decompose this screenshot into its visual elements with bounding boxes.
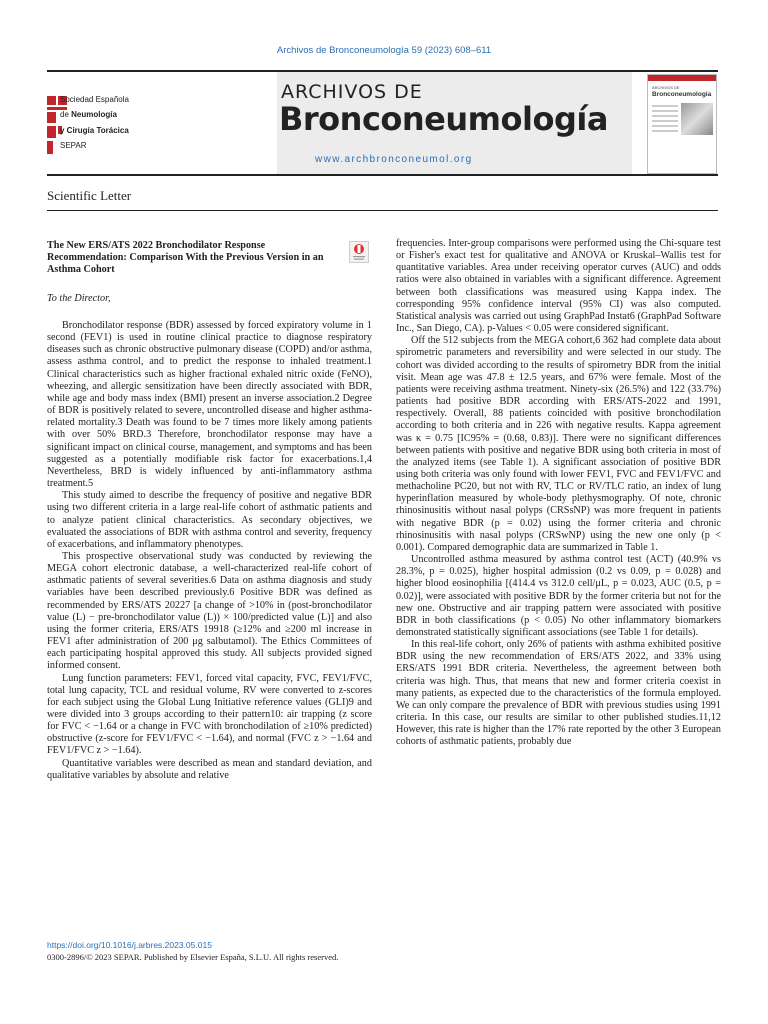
left-column [47,320,372,782]
journal-title: Bronconeumología [279,100,608,138]
copyright: 0300-2896/© 2023 SEPAR. Published by Elsevier España, S.L.U. All rights reserved. [47,952,339,962]
paragraph: Uncontrolled asthma measured by asthma control test (ACT) (40.9% vs 28.3%, p = 0.025), higher hospital admission (0.2 vs 0.09, p = 0.028) and higher blood eosinophilia [(414.4 vs 312.0 cell/μL, p = 0.023, AUC (0.5, p = 0.02)], were associated with positive BDR by the former criteria but not for the new one. Obstructive and air trapping pattern were associated with positive BDR in both classifications (p < 0.05) No other inflammatory biomarkers demonstrated statistically significant associations (see Table 1 for details). [396,554,721,638]
society-line-1: Sociedad Española [60,95,129,104]
society-line-3: y Cirugía Torácica [60,126,129,135]
paragraph: Off the 512 subjects from the MEGA cohort,6 362 had complete data about spirometric parameters and reversibility and were selected in our study. The cohort was divided according to the results of spirometry BDR from the initial visit. Mean age was 47.8 ± 12.5 years, and 67% were female. Most of the patients were receiving asthma treatment. Ninety-six (26.5%) and 122 (33.7%) patients had positive BDR according with ERS/ATS-2022 and 1991, respectively. Overall, 88 patients coincided with positive bronchodilation according to both criteria and in 226 with negative results. Kappa agreement was κ = 0.75 [IC95% = (0.68, 0.83)]. There were no significant differences between patients with positive and negative BDR using both criteria in most of the analyzed items (see Table 1). A significant association of positive BDR using both criteria was only found with lower FEV1, FVC and FEV1/FVC and methacholine PC20, but not with RV, TLC or RV/TLC ratio, an index of lung hyperinflation measured by whole-body plethysmography. Of note, chronic rhinosinusitis without nasal polyps (CRSsNP) was more frequent in patients with negative BDR (p = 0.02) using the former criteria and chronic rhinosinusitis with nasal polyps (CRSwNP) using the new one only (p < 0.001). Compared demographic data are summarized in Table 1. [396,335,721,553]
crossmark-icon[interactable] [349,241,369,263]
article-title: The New ERS/ATS 2022 Bronchodilator Response Recommendation: Comparison With the Previous Version in an Asthma Cohort [47,240,324,276]
journal-title-small: ARCHIVOS DE [281,81,423,103]
paragraph: In this real-life cohort, only 26% of patients with asthma exhibited positive BDR using the new recommendation of ERS/ATS 2022, and 33% using ERS/ATS 1991 BDR criteria. Nevertheless, the agreement between both criteria was high. Thus, that means that new and former criteria coexist in many patients, as expected due to the characteristics of the formula employed. We can only compare the prevalence of BDR with previous studies using 1991 criteria. In this case, our results are similar to other published studies.11,12 However, this rate is higher than the 17% rate reported by the other 3 European cohorts of asthmatic patients, probably due [396,639,721,748]
society-line-4: SEPAR [60,141,87,150]
doi-link[interactable]: https://doi.org/10.1016/j.arbres.2023.05.015 [47,940,212,950]
journal-cover-thumbnail [647,74,717,174]
society-line-2: de Neumología [60,110,117,119]
cover-small-title: ARCHIVOS DE [652,85,680,90]
masthead [47,70,718,176]
paragraph: Quantitative variables were described as mean and standard deviation, and qualitative variables by absolute and relative [47,757,372,781]
divider [47,210,718,211]
cover-title: Bronconeumología [652,91,712,98]
journal-citation[interactable]: Archivos de Bronconeumología 59 (2023) 608–611 [276,45,492,56]
cover-image [681,103,713,135]
paragraph: Lung function parameters: FEV1, forced vital capacity, FVC, FEV1/FVC, total lung capacity, TCL and residual volume, RV were converted to z-scores for each subject using the Global Lung Initiative reference values (GLI)9 and were divided into 3 groups according to their pattern10: air trapping (z score for FVC < −1.64 or a change in FVC with bronchodilation of ≥10% predicted) obstructive (z-score for FEV1/FVC < −1.64), and normal (FVC z > −1.64 and FEV1/FVC z > −1.64). [47,672,372,757]
right-column [396,238,721,749]
paragraph: This study aimed to describe the frequency of positive and negative BDR using two different criteria in a large real-life cohort of asthmatic patients and to analyze patient clinical characteristics. As secondary objectives, we evaluated the associations of BDR with asthma control and severity, frequency of exacerbations, and inflammatory phenotypes. [47,490,372,550]
journal-url[interactable]: www.archbronconeumol.org [315,154,473,165]
paragraph: Bronchodilator response (BDR) assessed by forced expiratory volume in 1 second (FEV1) is used in routine clinical practice to diagnose respiratory diseases such as chronic obstructive pulmonary disease (COPD) and/or asthma, assess asthma control, and to predict the response to inhaled treatment.1 Clinical characteristics such as higher fractional exhaled nitric oxide (FeNO), wheezing, and allergic sensitization have been directly associated with BDR, while age and body mass index (BMI) present an inverse association.2 Degree of BDR is positively related to severe, uncontrolled disease and higher asthma-related mortality.3 Death was found to be 7 times more likely among patients with over 50% BRD.3 Therefore, bronchodilator response may have a significant impact on clinical course, management, and symptoms and has been suggested as a potentially modifiable risk factor for exacerbations.1,4 Nevertheless, BRD is widely influenced by anti-inflammatory asthma treatment.5 [47,320,372,490]
paragraph: This prospective observational study was conducted by reviewing the MEGA cohort electronic database, a well-characterized real-life cohort of asthmatic patients of several severities.6 Data on asthma diagnosis and study variables have been described previously.6 Positive BDR was defined as recommended by ERS/ATS 20227 [a change of >10% in (post-bronchodilator value (L) − pre-bronchodilator value (L)) × 100/predicted value (L)] and also using the former criteria, ERS/ATS 19918 (≥12% and ≥200 ml increase in FEV1 after administration of 200 μg salbutamol). The Ethics Committees of each participating hospital approved this study. All subjects provided signed informed consent. [47,550,372,672]
section-label: Scientific Letter [47,188,132,203]
paragraph: frequencies. Inter-group comparisons were performed using the Chi-square test or Fisher's exact test for qualitative and ANOVA or Kruskal–Wallis test for quantitative variables. Area under receiving operator curves (AUC) and odds ratios were also obtained in variables with a significant difference. Agreement between both classifications was measured using Kappa index. The corresponding 95% confidence interval (95% CI) was also computed. Statistical analysis was carried out using GraphPad Instat6 (GraphPad Software Inc., San Diego, CA). p-Values < 0.05 were considered significant. [396,238,721,335]
salutation: To the Director, [47,293,111,304]
